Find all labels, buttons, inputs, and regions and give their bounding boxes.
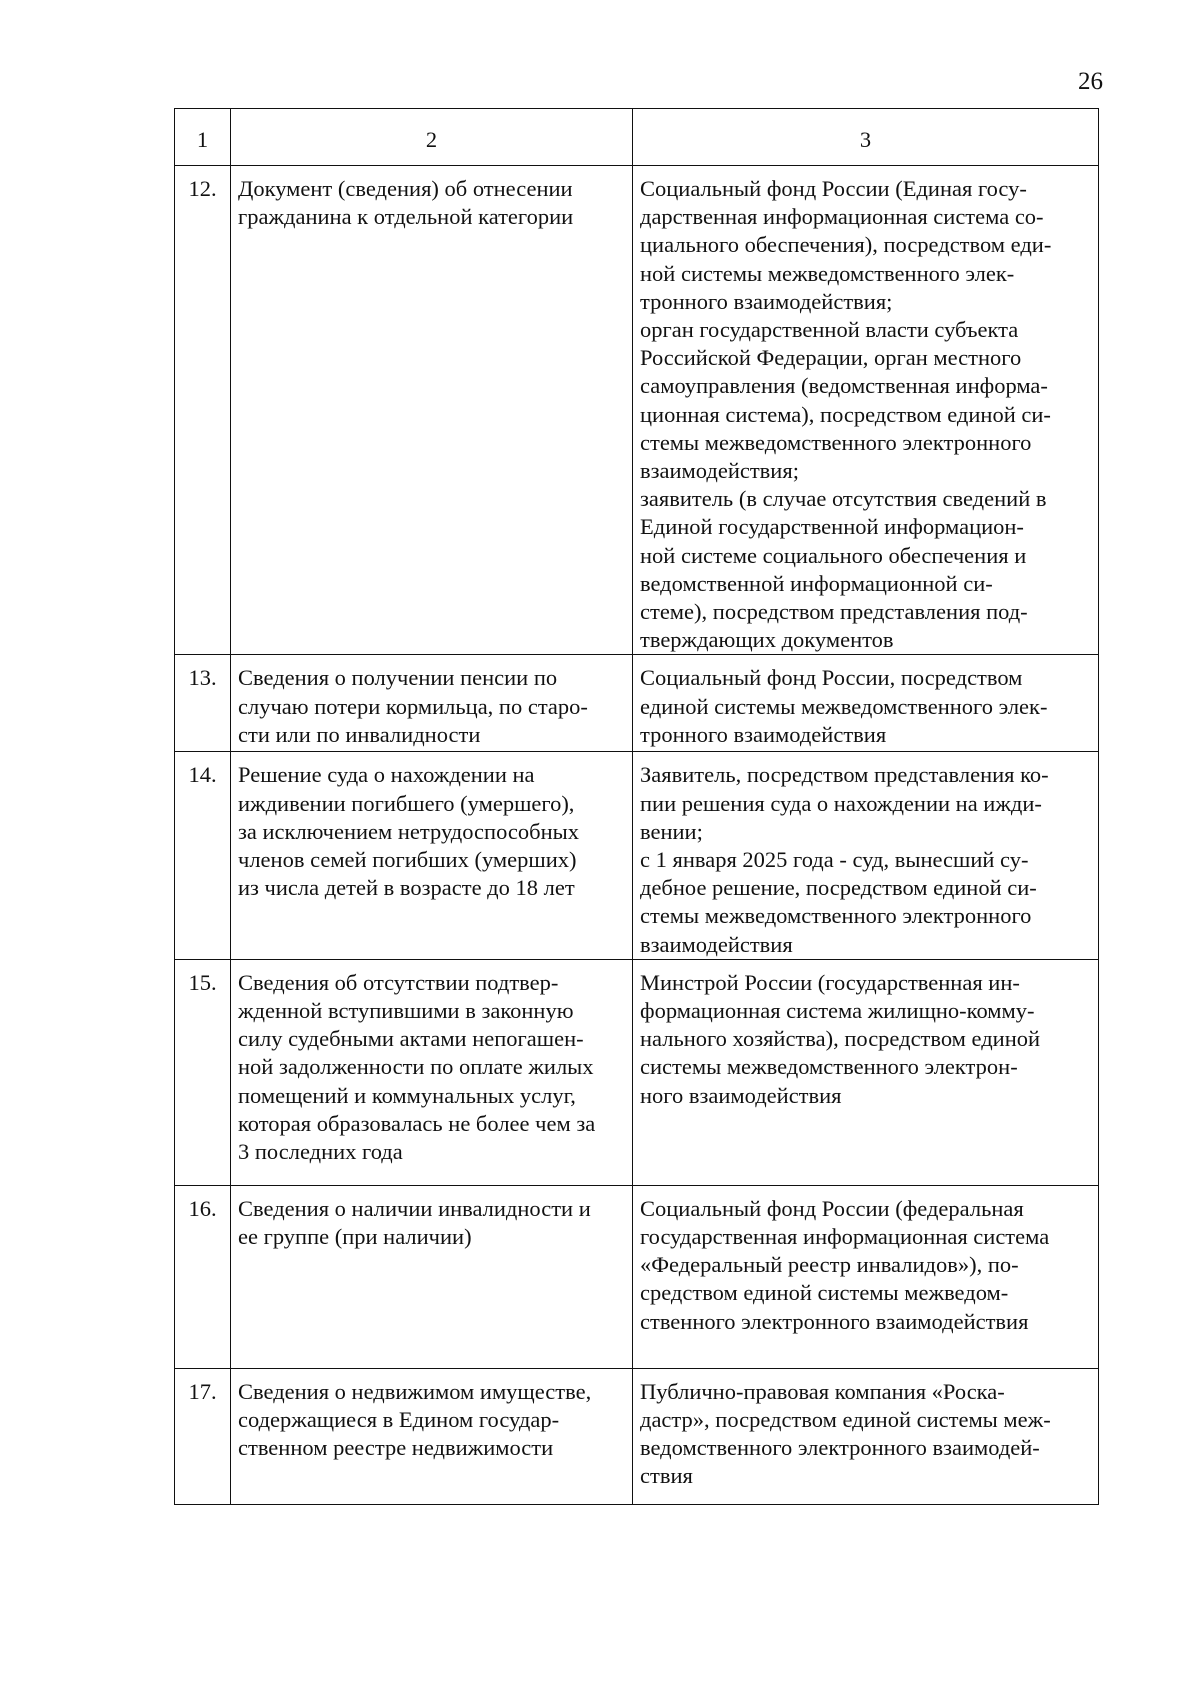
row-number: 12. — [175, 166, 231, 655]
document-name-cell-line: Сведения о наличии инвалидности и — [238, 1195, 591, 1221]
table-header-row — [175, 109, 1099, 166]
source-cell-line: Заявитель, посредством представления ко- — [640, 762, 1049, 788]
document-name-cell-line: Сведения о недвижимом имуществе, — [238, 1378, 592, 1404]
document-name-cell — [231, 752, 633, 959]
source-cell-line: циального обеспечения), посредством еди- — [640, 232, 1052, 258]
source-cell-line: тронного взаимодействия; — [640, 288, 893, 314]
source-cell-line: Минстрой России (государственная ин- — [640, 969, 1020, 995]
document-name-cell-line: Решение суда о нахождении на — [238, 762, 535, 788]
source-cell-line: системы межведомственного электрон- — [640, 1054, 1018, 1080]
document-name-cell-line: Документ (сведения) об отнесении — [238, 176, 573, 201]
document-name-cell — [231, 1368, 633, 1504]
table-row — [175, 752, 1099, 959]
header-col-3: 3 — [633, 109, 1099, 166]
source-cell-line: Социальный фонд России (федеральная — [640, 1195, 1024, 1221]
header-col-1: 1 — [175, 109, 231, 166]
document-name-cell-line: гражданина к отдельной категории — [238, 204, 574, 230]
source-cell-line: дарственная информационная система со- — [640, 204, 1044, 230]
source-cell-line: стеме), посредством представления под- — [640, 599, 1028, 625]
source-cell-line: Публично-правовая компания «Роска- — [640, 1378, 1005, 1404]
source-cell-line: взаимодействия; — [640, 458, 799, 484]
row-number: 14. — [175, 752, 231, 959]
document-name-cell-line: случаю потери кормильца, по старо- — [238, 693, 588, 719]
source-cell — [633, 752, 1099, 959]
row-number: 16. — [175, 1185, 231, 1368]
document-name-cell-line: иждивении погибшего (умершего), — [238, 790, 575, 816]
table-body — [175, 109, 1099, 1505]
source-cell-line: Единой государственной информацион- — [640, 514, 1024, 540]
document-name-cell-line: помещений и коммунальных услуг, — [238, 1082, 576, 1108]
row-number: 17. — [175, 1368, 231, 1504]
source-cell — [633, 166, 1099, 655]
table-row — [175, 166, 1099, 655]
source-cell-line: взаимодействия — [640, 931, 793, 957]
table-row — [175, 1185, 1099, 1368]
source-cell-line: единой системы межведомственного элек- — [640, 693, 1048, 719]
source-cell — [633, 1368, 1099, 1504]
document-name-cell — [231, 959, 633, 1185]
document-name-cell — [231, 655, 633, 752]
document-name-cell-line: членов семей погибших (умерших) — [238, 847, 577, 873]
source-cell — [633, 1185, 1099, 1368]
source-cell-line: тронного взаимодействия — [640, 721, 887, 747]
source-cell-line: ствия — [640, 1463, 693, 1489]
header-col-2: 2 — [231, 109, 633, 166]
source-cell-line: самоуправления (ведомственная информа- — [640, 373, 1048, 399]
source-cell — [633, 959, 1099, 1185]
table-row — [175, 655, 1099, 752]
row-number: 13. — [175, 655, 231, 752]
source-cell-line: орган государственной власти субъекта — [640, 317, 1019, 343]
document-name-cell-line: сти или по инвалидности — [238, 721, 481, 747]
document-name-cell-line: жденной вступившими в законную — [238, 998, 574, 1024]
source-cell-line: Социальный фонд России (Единая госу- — [640, 176, 1027, 201]
document-name-cell-line: ственном реестре недвижимости — [238, 1435, 554, 1461]
source-cell-line: государственная информационная система — [640, 1224, 1050, 1250]
source-cell-line: пии решения суда о нахождении на ижди- — [640, 790, 1042, 816]
document-name-cell-line: содержащиеся в Едином государ- — [238, 1407, 560, 1433]
source-cell-line: ведомственного электронного взаимодей- — [640, 1435, 1040, 1461]
table-row — [175, 959, 1099, 1185]
source-cell-line: ной системы межведомственного элек- — [640, 260, 1015, 286]
table-row — [175, 1368, 1099, 1504]
source-cell — [633, 655, 1099, 752]
source-cell-line: ной системе социального обеспечения и — [640, 542, 1027, 568]
document-name-cell — [231, 1185, 633, 1368]
source-cell-line: ного взаимодействия — [640, 1082, 842, 1108]
document-name-cell-line: ее группе (при наличии) — [238, 1224, 472, 1250]
source-cell-line: ведомственной информационной си- — [640, 570, 993, 596]
source-cell-line: стемы межведомственного электронного — [640, 903, 1032, 929]
source-cell-line: стемы межведомственного электронного — [640, 429, 1032, 455]
document-name-cell-line: силу судебными актами непогашен- — [238, 1026, 584, 1052]
document-name-cell-line: Сведения о получении пенсии по — [238, 665, 558, 691]
document-name-cell-line: за исключением нетрудоспособных — [238, 818, 579, 844]
source-cell-line: средством единой системы межведом- — [640, 1280, 1009, 1306]
source-cell-line: дебное решение, посредством единой си- — [640, 875, 1037, 901]
source-cell-line: «Федеральный реестр инвалидов»), по- — [640, 1252, 1019, 1278]
source-cell-line: Российской Федерации, орган местного — [640, 345, 1022, 371]
source-cell-line: Социальный фонд России, посредством — [640, 665, 1023, 691]
document-name-cell-line: которая образовалась не более чем за — [238, 1110, 596, 1136]
document-name-cell-line: ной задолженности по оплате жилых — [238, 1054, 594, 1080]
source-cell-line: нального хозяйства), посредством единой — [640, 1026, 1041, 1052]
source-cell-line: дастр», посредством единой системы меж- — [640, 1407, 1051, 1433]
page-number: 26 — [1078, 68, 1103, 95]
document-name-cell-line: Сведения об отсутствии подтвер- — [238, 969, 559, 995]
source-cell-line: ционная система), посредством единой си- — [640, 401, 1051, 427]
source-cell-line: с 1 января 2025 года - суд, вынесший су- — [640, 847, 1029, 873]
document-name-cell-line: 3 последних года — [238, 1139, 403, 1165]
row-number: 15. — [175, 959, 231, 1185]
source-cell-line: вении; — [640, 818, 703, 844]
source-cell-line: ственного электронного взаимодействия — [640, 1308, 1029, 1334]
documents-table — [174, 108, 1099, 1505]
source-cell-line: тверждающих документов — [640, 627, 894, 653]
source-cell-line: формационная система жилищно-комму- — [640, 998, 1035, 1024]
document-name-cell-line: из числа детей в возрасте до 18 лет — [238, 875, 575, 901]
source-cell-line: заявитель (в случае отсутствия сведений в — [640, 486, 1047, 512]
document-name-cell — [231, 166, 633, 655]
